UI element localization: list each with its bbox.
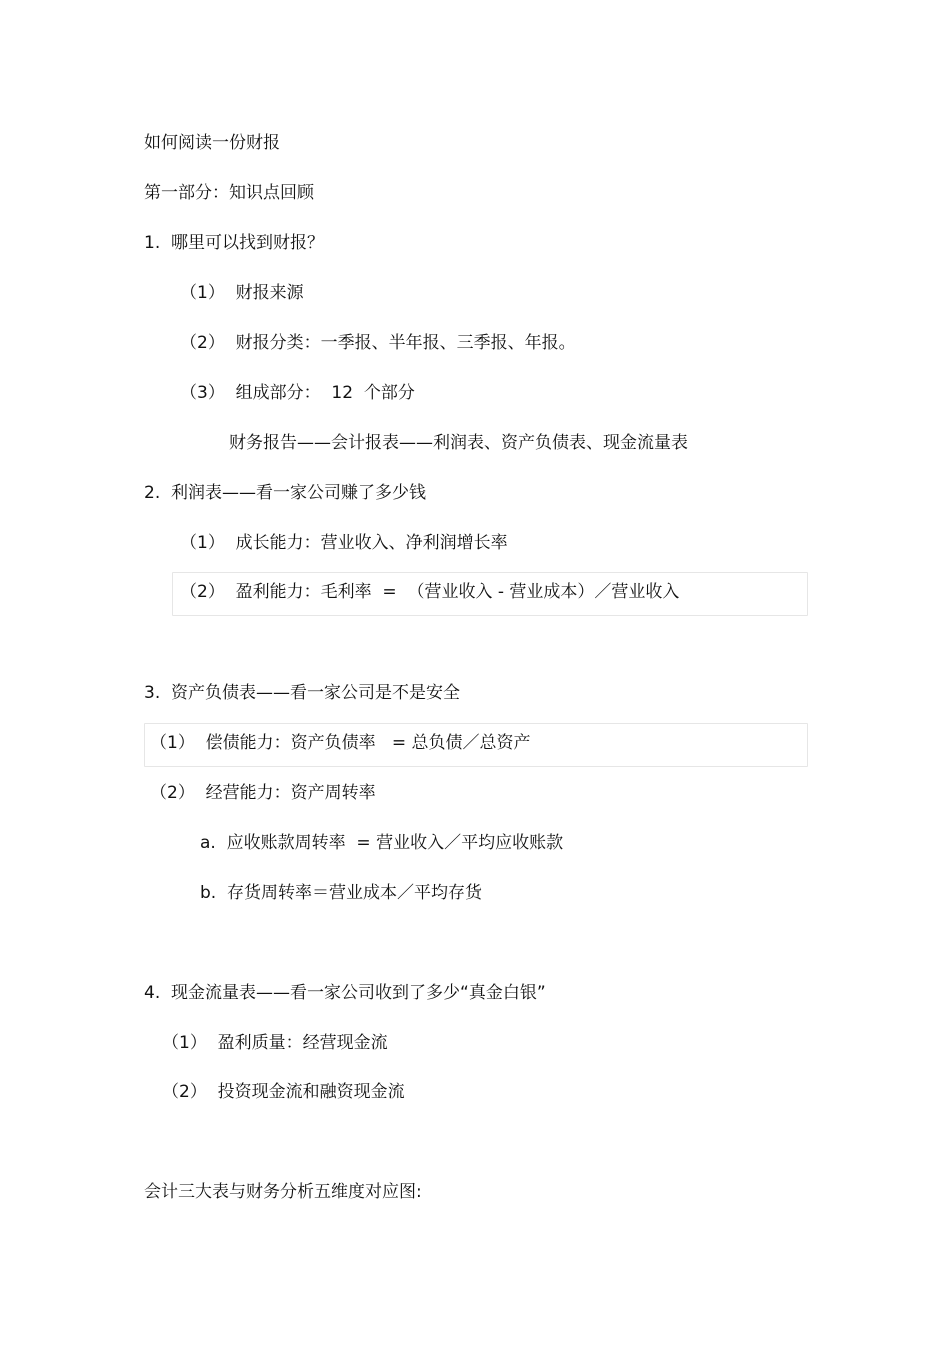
list-item: （2） 投资现金流和融资现金流	[162, 1082, 405, 1102]
sub-list-item: b. 存货周转率＝营业成本／平均存货	[200, 883, 483, 903]
list-item: （1） 盈利质量：经营现金流	[162, 1033, 388, 1053]
list-item: （2） 经营能力：资产周转率	[150, 783, 376, 803]
list-item: （1） 偿债能力：资产负债率 = 总负债／总资产	[150, 733, 531, 753]
list-item: （1） 财报来源	[180, 283, 304, 303]
sub-list-item: a. 应收账款周转率 = 营业收入／平均应收账款	[200, 833, 564, 853]
section-heading: 2. 利润表——看一家公司赚了多少钱	[144, 483, 427, 503]
list-item: （1） 成长能力：营业收入、净利润增长率	[180, 533, 508, 553]
list-item: （3） 组成部分： 12 个部分	[180, 383, 415, 403]
section-heading: 3. 资产负债表——看一家公司是不是安全	[144, 683, 461, 703]
closing-line: 会计三大表与财务分析五维度对应图:	[144, 1182, 422, 1202]
section-heading: 1. 哪里可以找到财报？	[144, 233, 325, 253]
list-item: （2） 财报分类：一季报、半年报、三季报、年报。	[180, 333, 576, 353]
document-title: 如何阅读一份财报	[144, 133, 280, 153]
part-heading: 第一部分：知识点回顾	[144, 183, 314, 203]
note-line: 财务报告——会计报表——利润表、资产负债表、现金流量表	[229, 433, 688, 453]
list-item: （2） 盈利能力：毛利率 = （营业收入 - 营业成本）／营业收入	[180, 582, 680, 602]
section-heading: 4. 现金流量表——看一家公司收到了多少“真金白银”	[144, 983, 546, 1003]
